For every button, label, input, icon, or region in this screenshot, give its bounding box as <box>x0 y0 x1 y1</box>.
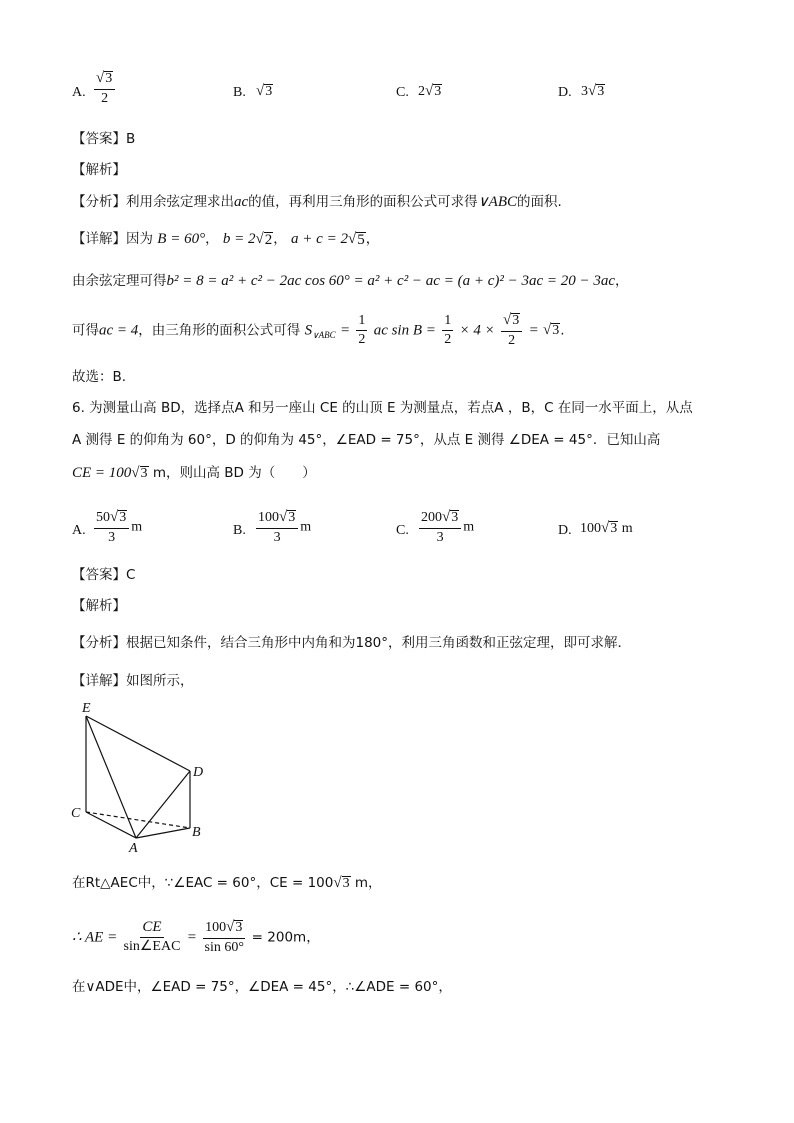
option-d-value: 3 √ 3 <box>581 83 605 99</box>
q6-question-line2: A 测得 E 的仰角为 60°，D 的仰角为 45°，∠EAD = 75°，从点 E 测得 ∠DEA = 45°．已知山高 <box>72 432 661 448</box>
q6-ade-line: 在∨ADE中，∠EAD = 75°，∠DEA = 45°，∴∠ADE = 60°， <box>72 979 452 995</box>
point-d-label: D <box>193 765 204 780</box>
option-b-value: √ 3 <box>256 83 273 99</box>
option-a-value: √ 3 2 <box>92 71 117 106</box>
q5-analysis: 【分析】利用余弦定理求出ac的值，再利用三角形的面积公式可求得∨ABC的面积. <box>72 194 562 210</box>
q6-analysis-header: 【解析】 <box>72 598 126 614</box>
q6-option-d-value: 100 √ 3 m <box>580 520 633 536</box>
q6-detail: 【详解】如图所示， <box>72 673 194 689</box>
point-c-label: C <box>71 806 81 821</box>
point-a-label: A <box>129 841 138 856</box>
q6-question-line3: CE = 100 √ 3 m，则山高 BD 为（ ） <box>72 465 316 481</box>
q6-ae-line: ∴ AE = $\frac{CE}{\text{sin∠EAC}}$ = 100 √ 3 sin 60° = 200m， <box>72 919 320 955</box>
geometry-diagram <box>66 698 216 858</box>
q6-option-c-label: C. <box>396 523 409 538</box>
q5-cosine-line: 由余弦定理可得b² = 8 = a² + c² − 2ac cos 60° = a² + c² − ac = (a + c)² − 3ac = 20 − 3ac， <box>72 273 629 289</box>
edge-ad <box>136 771 190 838</box>
q6-option-b-label: B. <box>233 523 246 538</box>
q6-option-a-label: A. <box>72 523 86 538</box>
q5-conclusion: 故选：B. <box>72 369 127 385</box>
option-c-label: C. <box>396 85 409 100</box>
q5-answer: 【答案】B <box>72 131 136 147</box>
point-e-label: E <box>82 701 91 716</box>
q6-option-c-value: 200 √ 3 3 m <box>421 509 475 545</box>
q6-option-b-value: 100 √ 3 3 m <box>258 509 312 545</box>
option-c-value: 2 √ 3 <box>418 83 442 99</box>
option-a-label: A. <box>72 85 86 100</box>
edge-ca <box>86 812 136 838</box>
q6-answer: 【答案】C <box>72 567 136 583</box>
q6-analysis: 【分析】根据已知条件，结合三角形中内角和为180°，利用三角函数和正弦定理，即可求解． <box>72 635 632 651</box>
q6-option-d-label: D. <box>558 523 572 538</box>
point-b-label: B <box>192 825 201 840</box>
q5-analysis-header: 【解析】 <box>72 162 126 178</box>
edge-ea <box>86 716 136 838</box>
q5-area-line: 可得ac = 4，由三角形的面积公式可得 $S_{\vee ABC}$ = $\frac{1}{2}$ ac sin B = $\frac{1}{2}$ × 4 × √ 3 2 = √ 3 . <box>72 312 565 348</box>
edge-ab <box>136 828 190 838</box>
option-d-label: D. <box>558 85 572 100</box>
q5-detail: 【详解】因为 B = 60°， b = 2 √ 2 ， a + c = 2 √ 5 ， <box>72 231 380 248</box>
edge-ed <box>86 716 190 771</box>
q6-option-a-value: 50 √ 3 3 m <box>96 509 143 545</box>
q6-question-line1: 6. 为测量山高 BD，选择点A 和另一座山 CE 的山顶 E 为测量点，若点A ，B，C 在同一水平面上，从点 <box>72 400 693 416</box>
option-b-label: B. <box>233 85 246 100</box>
q6-rt-line: 在Rt△AEC中，∵∠EAC = 60°，CE = 100 √ 3 m， <box>72 875 382 891</box>
